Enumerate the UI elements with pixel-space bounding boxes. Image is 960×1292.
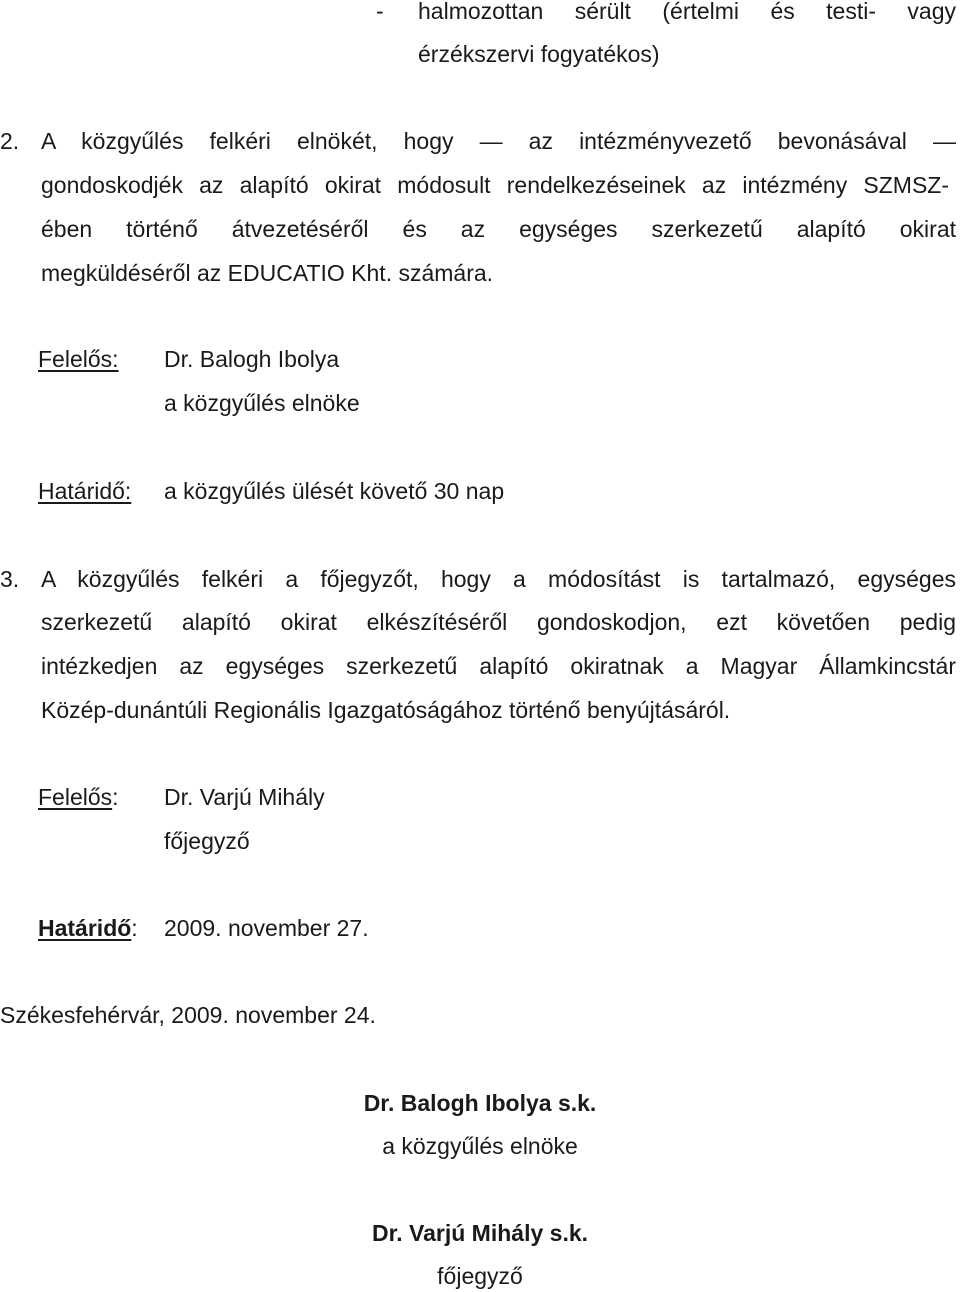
list-dash: - — [376, 0, 384, 24]
paragraph-line: szerkezetű alapító okirat elkészítéséről gondoskodjon, ezt követően pedig — [41, 609, 956, 635]
responsible-label: Felelős: — [38, 346, 119, 372]
deadline-label-group — [38, 915, 138, 941]
paragraph-line: megküldéséről az EDUCATIO Kht. számára. — [41, 260, 494, 286]
paragraph-line: A közgyűlés felkéri a főjegyzőt, hogy a módosítást is tartalmazó, egységes — [41, 566, 956, 592]
deadline-label: Határidő: — [38, 478, 132, 504]
deadline-label: Határidő — [38, 915, 132, 941]
deadline-value: 2009. november 27. — [164, 915, 369, 941]
point-number: 3. — [0, 566, 20, 592]
paragraph-line: intézkedjen az egységes szerkezetű alapító okiratnak a Magyar Államkincstár — [41, 653, 956, 679]
paragraph-line: Közép-dunántúli Regionális Igazgatóságához történő benyújtásáról. — [41, 697, 731, 723]
responsible-label-group — [38, 784, 119, 810]
responsible-label: Felelős — [38, 784, 113, 810]
responsible-name: Dr. Varjú Mihály — [164, 784, 325, 810]
responsible-name: Dr. Balogh Ibolya — [164, 346, 340, 372]
list-item-line: halmozottan sérült (értelmi és testi- vagy — [418, 0, 956, 24]
point-number: 2. — [0, 128, 20, 154]
signature-name: Dr. Balogh Ibolya s.k. — [363, 1090, 597, 1116]
signature-name: Dr. Varjú Mihály s.k. — [371, 1220, 589, 1246]
signature-title: a közgyűlés elnöke — [382, 1133, 578, 1159]
responsible-title: főjegyző — [164, 828, 250, 854]
deadline-value: a közgyűlés ülését követő 30 nap — [164, 478, 505, 504]
signature-title: főjegyző — [437, 1263, 523, 1289]
responsible-colon: : — [112, 784, 119, 810]
deadline-colon: : — [131, 915, 138, 941]
paragraph-line: ében történő átvezetéséről és az egységes szerkezetű alapító okirat — [41, 216, 956, 242]
paragraph-line: gondoskodjék az alapító okirat módosult rendelkezéseinek az intézmény SZMSZ- — [41, 172, 949, 198]
list-item-line: érzékszervi fogyatékos) — [418, 41, 660, 67]
responsible-title: a közgyűlés elnöke — [164, 390, 360, 416]
paragraph-line: A közgyűlés felkéri elnökét, hogy — az intézményvezető bevonásával — — [41, 128, 956, 154]
place-date: Székesfehérvár, 2009. november 24. — [0, 1002, 376, 1028]
